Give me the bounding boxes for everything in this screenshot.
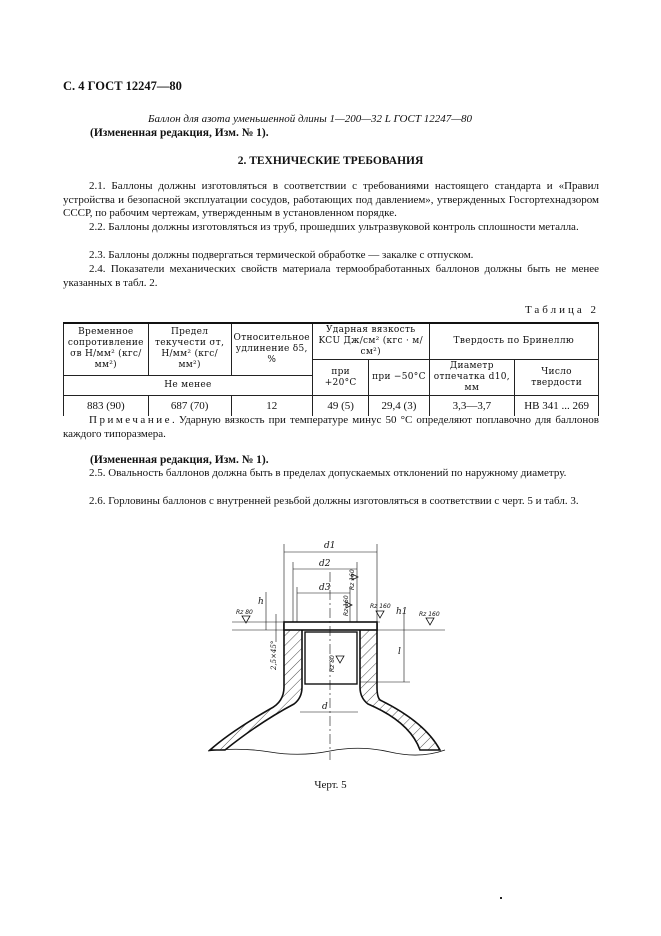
dim-chamfer: 2,5×45° <box>270 640 278 670</box>
header-not-less: Не менее <box>64 375 313 395</box>
header-tensile-strength: Временное сопротивление σв Н/мм² (кгс/мм²) <box>64 323 149 375</box>
dim-d: d <box>322 702 328 712</box>
edit-note: (Измененная редакция, Изм. № 1). <box>90 127 269 139</box>
cell-yield-strength: 687 (70) <box>148 396 231 417</box>
note <box>63 414 599 441</box>
paragraph-2-1: 2.1. Баллоны должны изготовляться в соответствии с требованиями настоящего стандарта и «Правил устройства и безопасной эксплуатации сосудов, работающих под давлением», утвержденных Госгортехнадзором СССР, по рабочим чертежам, утвержденным в установленном порядке. <box>63 180 599 220</box>
dim-d3: d3 <box>319 583 331 593</box>
cell-impact-plus20: 49 (5) <box>312 396 368 417</box>
note-label: Примечание <box>89 414 172 426</box>
break-line <box>208 748 445 755</box>
roughness-rz160-far-right: Rz 160 <box>419 611 440 618</box>
roughness-rz160-top: Rz 160 <box>349 569 356 590</box>
paragraph-2-4: 2.4. Показатели механических свойств материала термообработанных баллонов должны быть не менее указанных в табл. 2. <box>63 263 599 289</box>
paragraph-2-5: 2.5. Овальность баллонов должна быть в пределах допускаемых отклонений по наружному диаметру. <box>89 467 567 479</box>
paragraph-2-6: 2.6. Горловины баллонов с внутренней резьбой должны изготовляться в соответствии с черт. 5 и табл. 3. <box>89 495 579 507</box>
dim-l: l <box>398 647 401 657</box>
dim-h1: h1 <box>396 607 408 617</box>
roughness-rz160-right: Rz 160 <box>370 603 391 610</box>
page-header: С. 4 ГОСТ 12247—80 <box>63 79 182 93</box>
dim-h: h <box>258 597 264 607</box>
cylinder-neck-drawing <box>200 532 470 762</box>
table-label: Таблица 2 <box>524 304 599 316</box>
roughness-rz80-left: Rz 80 <box>236 609 253 616</box>
table-row <box>64 396 599 417</box>
paragraph-2-2: 2.2. Баллоны должны изготовляться из труб, прошедших ультразвуковой контроль сплошности металла. <box>89 221 579 233</box>
roughness-rz160-mid: Rz 160 <box>343 595 350 616</box>
roughness-rz80-bore: Rz 80 <box>329 655 336 672</box>
section-title: 2. ТЕХНИЧЕСКИЕ ТРЕБОВАНИЯ <box>237 155 424 167</box>
cell-hardness-number: НВ 341 ... 269 <box>515 396 599 417</box>
header-brinell: Твердость по Бринеллю <box>429 323 598 360</box>
cell-tensile-strength: 883 (90) <box>64 396 149 417</box>
header-elongation: Относительное удлинение δ5, % <box>231 323 312 375</box>
edit-note-2: (Измененная редакция, Изм. № 1). <box>90 454 269 466</box>
cell-imprint-diameter: 3,3—3,7 <box>429 396 515 417</box>
dim-d2: d2 <box>319 559 331 569</box>
header-yield-strength: Предел текучести σт, Н/мм² (кгс/мм²) <box>148 323 231 375</box>
scan-dot <box>500 897 502 899</box>
dim-d1: d1 <box>324 541 336 551</box>
figure-caption: Черт. 5 <box>314 779 347 791</box>
note-text: . Ударную вязкость при температуре минус 50 °С определяют поплавочно для баллонов каждого типоразмера. <box>63 414 599 440</box>
cell-elongation: 12 <box>231 396 312 417</box>
roughness-symbol <box>426 618 434 625</box>
header-hardness-number: Число твердости <box>515 360 599 396</box>
left-wall-section <box>210 624 302 750</box>
header-imprint-diameter: Диаметр отпечатка d10, мм <box>429 360 515 396</box>
header-impact-minus50: при −50°С <box>369 360 429 396</box>
header-impact-plus20: при +20°С <box>312 360 368 396</box>
right-wall-section <box>360 624 440 750</box>
mechanical-properties-table <box>63 322 599 416</box>
neck-collar <box>284 622 377 630</box>
cell-impact-minus50: 29,4 (3) <box>369 396 429 417</box>
header-impact: Ударная вязкость KCU Дж/см² (кгс · м/см²) <box>312 323 429 360</box>
paragraph-2-3: 2.3. Баллоны должны подвергаться термической обработке — закалке с отпуском. <box>89 249 474 261</box>
designation-example: Баллон для азота уменьшенной длины 1—200—32 L ГОСТ 12247—80 <box>148 113 472 125</box>
